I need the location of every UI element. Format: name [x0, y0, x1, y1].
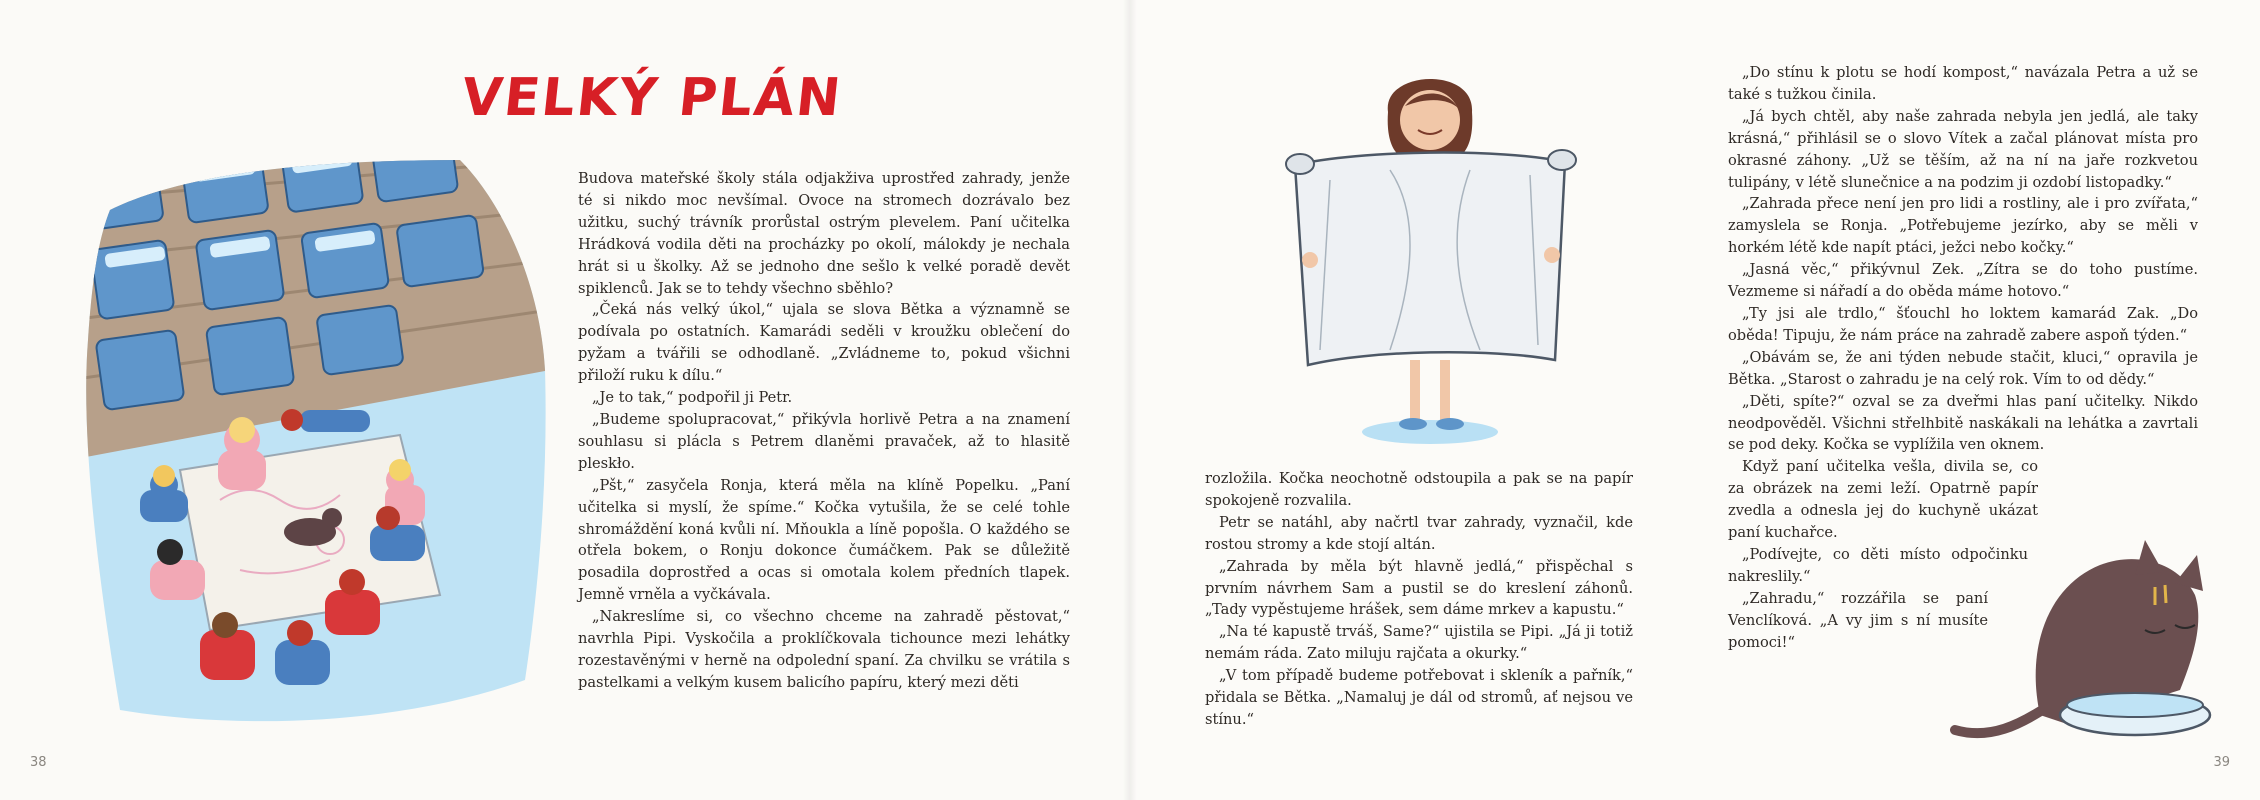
paragraph: „Jasná věc,“ přikývnul Zek. „Zítra se do toho pustíme. Vezmeme si nářadí a do oběda máme hotovo.“ — [1728, 261, 2198, 301]
paragraph: „Zahrada by měla být hlavně jedlá,“ přispěchal s prvním návrhem Sam a pustil se do kreslení záhonů. „Tady vypěstujeme hrášek, sem dáme mrkev a kapustu.“ — [1205, 557, 1633, 619]
chapter-title: VELKÝ PLÁN — [458, 68, 846, 128]
paragraph: „Ty jsi ale trdlo,“ šťouchl ho loktem kamarád Zak. „Do oběda! Tipuju, že nám práce na zahradě zabere aspoň týden.“ — [1728, 304, 2198, 344]
paragraph: rozložila. Kočka neochotně odstoupila a pak se na papír spokojeně rozvalila. — [1205, 470, 1633, 509]
paragraph: Když paní učitelka vešla, divila se, co za obrázek na zemi leží. Opatrně papír zvedla a odnesla jej do kuchyně ukázat paní kuchařce. — [1728, 458, 2038, 542]
page-number-right: 39 — [2213, 755, 2230, 770]
paragraph: Petr se natáhl, aby načrtl tvar zahrady, vyznačil, kde rostou stromy a kde stojí altán. — [1205, 513, 1633, 553]
paragraph: „Já bych chtěl, aby naše zahrada nebyla jen jedlá, ale taky krásná,“ přihlásil se o slovo Vítek a začal plánovat místa pro okrasné záhony. „Už se těším, až na ní na jaře rozkvetou tulipány, v létě slunečnice a na podzim ji ozdobí listopadky.“ — [1728, 107, 2198, 191]
paragraph: „Zahradu,“ rozzářila se paní Venclíková. „A vy jim s ní musíte pomoci!“ — [1728, 589, 1988, 651]
paragraph: Budova mateřské školy stála odjakživa uprostřed zahrady, jenže té si nikdo moc nevšímal. Ovoce na stromech dozrávalo bez užitku, suchý trávník prorůstal ostrým plevelem. Paní učitelka Hrádková vodila děti na procházky po okolí, málokdy je nechala hrát si u školky. Až se jednoho dne sešlo k velké poradě devět spiklenců. Jak se to tehdy všechno sběhlo? — [578, 170, 1070, 297]
paragraph: „Pšt,“ zasyčela Ronja, která měla na klíně Popelku. „Paní učitelka si myslí, že spíme.“ Kočka vytušila, že se celé tohle shromáždění koná kvůli ní. Mňoukla a líně popošla. O každého se otřela bokem, o Ronju dokonce čumáčkem. Pak se důležitě posadila doprostřed a ocas si omotala kolem předních tlapek. Jemně vrněla a vyčkávala. — [578, 476, 1070, 604]
children-planning-illustration — [70, 140, 550, 740]
left-text-column — [578, 168, 1070, 694]
paragraph: „V tom případě budeme potřebovat i skleník a pařník,“ přidala se Bětka. „Namaluj je dál od stromů, ať nejsou ve stínu.“ — [1205, 667, 1633, 728]
paragraph: „Děti, spíte?“ ozval se za dveřmi hlas paní učitelky. Nikdo neodpověděl. Všichni střelhbitě naskákali na lehátka a zavrtali se pod deky. Kočka se vyplížila ven oknem. — [1728, 392, 2198, 454]
paragraph: „Do stínu k plotu se hodí kompost,“ navázala Petra a už se také s tužkou činila. — [1728, 64, 2198, 103]
paragraph: „Čeká nás velký úkol,“ ujala se slova Bětka a významně se podívala po ostatních. Kamarádi seděli v kroužku oblečení do pyžam a tvářili se odhodlaně. „Zvládneme to, pokud všichni přiloží ruku k dílu.“ — [578, 301, 1070, 385]
right-text-column — [1728, 62, 2198, 653]
middle-text-column — [1205, 468, 1633, 731]
page-number-left: 38 — [30, 755, 47, 770]
paragraph: „Na té kapustě trváš, Same?“ ujistila se Pipi. „Já ji totiž nemám ráda. Zato miluju rajčata a okurky.“ — [1205, 623, 1633, 663]
paragraph: „Nakreslíme si, co všechno chceme na zahradě pěstovat,“ navrhla Pipi. Vyskočila a proklíčkovala tichounce mezi lehátky rozestavěnými v herně na odpolední spaní. Za chvilku se vrátila s pastelkami a velkým kusem balicího papíru, který mezi děti — [578, 608, 1070, 691]
girl-with-paper-illustration — [1270, 60, 1590, 450]
paragraph: „Zahrada přece není jen pro lidi a rostliny, ale i pro zvířata,“ zamyslela se Ronja. „Potřebujeme jezírko, aby se měli v horkém létě kde napít ptáci, ježci nebo kočky.“ — [1728, 195, 2198, 257]
right-page — [1130, 0, 2260, 800]
book-gutter — [1123, 0, 1137, 800]
paragraph: „Obávám se, že ani týden nebude stačit, kluci,“ opravila je Bětka. „Starost o zahradu je na celý rok. Vím to od dědy.“ — [1728, 348, 2198, 388]
paragraph: „Budeme spolupracovat,“ přikývla horlivě Petra a na znamení souhlasu si plácla s Petrem dlaněmi pravaček, až to hlasitě pleskło. — [578, 410, 1070, 472]
paragraph: „Podívejte, co děti místo odpočinku nakreslily.“ — [1728, 545, 2028, 585]
paragraph: „Je to tak,“ podpořil ji Petr. — [592, 389, 793, 407]
